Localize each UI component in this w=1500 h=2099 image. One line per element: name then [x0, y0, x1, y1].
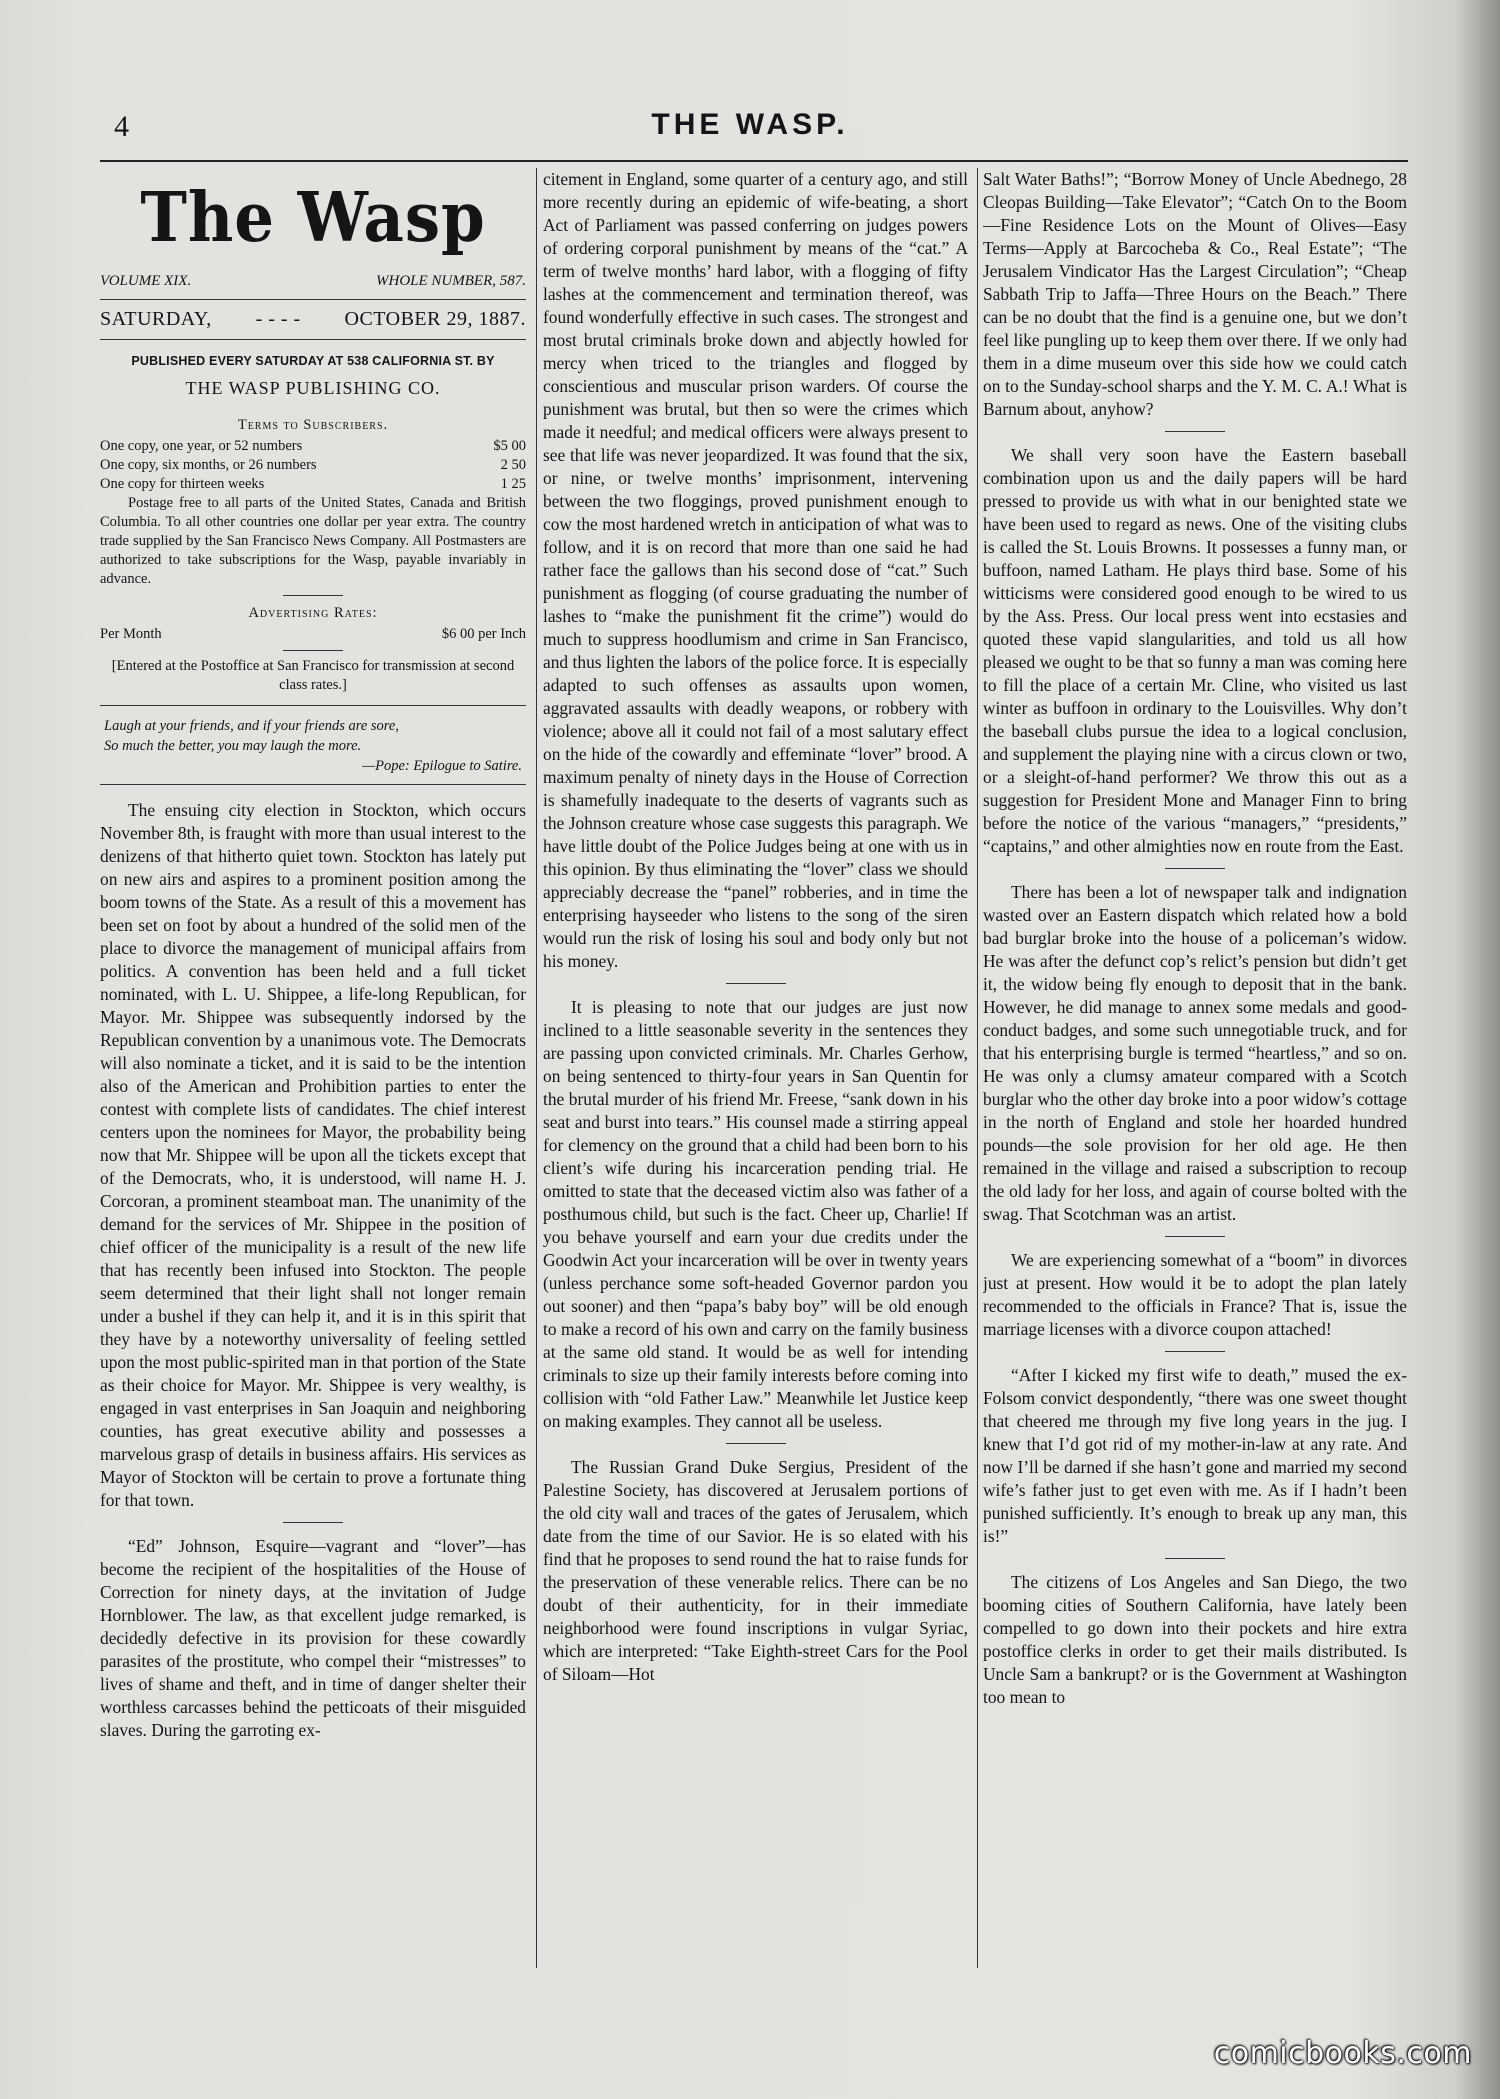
article-separator	[726, 983, 786, 984]
rate-row	[100, 437, 526, 456]
article-paragraph: We are experiencing somewhat of a “boom” in divorces just at present. How would it be to adopt the plan lately recommended to the officials in France? That is, issue the marriage licenses with a divorce coupon attached!	[983, 1250, 1407, 1339]
article-separator	[1165, 431, 1225, 432]
masthead	[100, 176, 526, 785]
column-rule-1	[536, 168, 537, 1968]
epigraph-line: So much the better, you may laugh the more.	[104, 738, 362, 754]
column-rule-2	[977, 168, 978, 1968]
masthead-rule-top	[100, 299, 526, 300]
epigraph-attribution: —Pope: Epilogue to Satire.	[362, 758, 522, 774]
separator-rule	[283, 650, 343, 651]
column-2	[543, 168, 968, 1968]
article-separator	[1165, 868, 1225, 869]
dateline-dashes: - - - -	[255, 308, 301, 330]
article-paragraph: The ensuing city election in Stockton, which occurs November 8th, is fraught with more than usual interest to the denizens of that hitherto quiet town. Stockton has lately put on new airs and aspires to a prominent position among the boom towns of the State. As a result of this a movement has been set on foot by about a hundred of the solid men of the place to divorce the management of municipal affairs from politics. A convention has been held and a full ticket nominated, with L. U. Shippee, a life-long Republican, for Mayor. Mr. Shippee was subsequently indorsed by the Republican convention by a unanimous vote. The Democrats will also nominate a ticket, and it is said to be the intention also of the American and Prohibition parties to enter the contest with complete lists of candidates. The chief interest centers upon the nominees for Mayor, the probability being now that Mr. Shippee will be upon all the tickets except that of the Democrats, who, it is understood, will name H. J. Corcoran, a prominent steamboat man. The unanimity of the demand for the services of Mr. Shippee in the position of chief officer of the municipality is a result of the new life that has recently been infused into Stockton. The people seem determined that their light shall not longer remain under a bushel if they can help it, and it is in this spirit that they have by a noteworthy universality of feeling settled upon the most public-spirited man in that portion of the State as their choice for Mayor. Mr. Shippee is very wealthy, is engaged in vast enterprises in San Joaquin and neighboring counties, has great executive ability and possesses a marvelous grasp of details in business affairs. His services as Mayor of Stockton will be certain to prove a fortunate thing for that town.	[100, 800, 526, 1510]
masthead-rule-bottom	[100, 339, 526, 340]
article-paragraph: It is pleasing to note that our judges are just now inclined to a little seasonable severity in the sentences they are passing upon convicted criminals. Mr. Charles Gerhow, on being sentenced to thirty-four years in San Quentin for the brutal murder of his friend Mr. Freese, “sank down in his seat and burst into tears.” His counsel made a stirring appeal for clemency on the ground that a child had been born to his client’s wife during his incarceration pending trial. He omitted to state that the deceased victim also was father of a posthumous child, but such is the fact. Cheer up, Charlie! If you behave yourself and earn your due credits under the Goodwin Act your incarceration will be over in twenty years (unless perchance some soft-headed Governor pardon you out sooner) and then “papa’s baby boy” will be old enough to make a record of his own and carry on the family business at the same old stand. It would be as well for intending criminals to size up their family interests before coming into collision with “old Father Law.” Meanwhile let Justice keep on making examples. They cannot all be useless.	[543, 997, 968, 1431]
postoffice-notice: [Entered at the Postoffice at San Francisco for transmission at second class rates.]	[111, 658, 515, 693]
article-paragraph: We shall very soon have the Eastern baseball combination upon us and the daily papers will be hard pressed to provide us with what in our benighted state we have been used to regard as news. One of the visiting clubs is called the St. Louis Browns. It possesses a funny man, or buffoon, named Latham. He plays third base. Some of his witticisms were considered good enough to be wired to us by the Ass. Press. Our local press went into ecstasies and quoted these vapid slangularities, and told us all how pleased we ought to be that so funny a man was coming here to fill the place of a certain Mr. Cline, who visited us last winter as buffoon in ordinary to the Louisvilles. Why don’t the baseball clubs pursue the idea to a logical conclusion, and supplement the playing nine with a circus clown or two, or a sleight-of-hand performer? We throw this out as a suggestion for President Mone and Manager Finn to bring before the notice of the various “managers,” “presidents,” “captains,” and other almighties now en route from the East.	[983, 445, 1407, 856]
advertising-label: Per Month	[100, 626, 162, 642]
rate-row	[100, 475, 526, 494]
volume-number: VOLUME XIX.	[100, 273, 192, 289]
dateline-day: SATURDAY,	[100, 308, 212, 330]
article-paragraph: Salt Water Baths!”; “Borrow Money of Uncle Abednego, 28 Cleopas Building—Take Elevator”; “Catch On to the Boom—Fine Residence Lots on the Mount of Olives—Easy Terms—Apply at Barcocheba & Co., Real Estate”; “The Jerusalem Vindicator Has the Largest Circulation”; “Cheap Sabbath Trip to Jaffa—Three Hours on the Beach.” There can be no doubt that the find is a genuine one, but we don’t feel like pungling up to keep them over there. If we only had them in a dime museum over this side how we could catch on to the Sunday-school sharps and the Y. M. C. A.! What is Barnum about, anyhow?	[983, 169, 1407, 419]
dateline-date: OCTOBER 29, 1887.	[344, 308, 526, 330]
rate-price: 2 50	[500, 457, 526, 473]
rate-price: 1 25	[500, 476, 526, 492]
article-separator	[1165, 1236, 1225, 1237]
rate-row	[100, 456, 526, 475]
article-separator	[283, 1522, 343, 1523]
article-separator	[726, 1443, 786, 1444]
article-paragraph: The Russian Grand Duke Sergius, President of the Palestine Society, has discovered at Jerusalem portions of the old city wall and traces of the gates of Jerusalem, which date from the time of our Savior. He is so elated with his find that he proposes to send round the hat to raise funds for the preservation of these venerable relics. There can be no doubt of their authenticity, for in their immediate neighborhood were found inscriptions in vulgar Syriac, which are interpreted: “Take Eighth-street Cars for the Pool of Siloam—Hot	[543, 1457, 968, 1684]
separator-rule	[283, 595, 343, 596]
epigraph-rule-bottom	[100, 784, 526, 785]
advertising-price: $6 00 per Inch	[441, 626, 526, 642]
watermark: comicbooks.com	[1213, 2036, 1472, 2071]
header-rule	[100, 160, 1408, 162]
article-separator	[1165, 1558, 1225, 1559]
article-paragraph: The citizens of Los Angeles and San Diego, the two booming cities of Southern California, have lately been compelled to go down into their pockets and hire extra postoffice clerks in order to get their mails distributed. Is Uncle Sam a bankrupt? or is the Government at Washington too mean to	[983, 1572, 1407, 1707]
terms-heading: Terms to Subscribers.	[237, 417, 389, 433]
rate-label: One copy, one year, or 52 numbers	[100, 438, 303, 454]
dateline	[100, 308, 526, 331]
publisher-name: THE WASP PUBLISHING CO.	[185, 378, 441, 398]
column-1	[100, 168, 526, 1968]
epigraph-rule-top	[100, 705, 526, 706]
article-separator	[1165, 1351, 1225, 1352]
rate-label: One copy, six months, or 26 numbers	[100, 457, 317, 473]
volume-line	[100, 270, 526, 293]
epigraph-line: Laugh at your friends, and if your friends are sore,	[104, 718, 399, 734]
masthead-logo: The Wasp	[140, 178, 486, 258]
rate-price: $5 00	[493, 438, 526, 454]
running-head: THE WASP.	[651, 108, 849, 141]
postage-notice: Postage free to all parts of the United States, Canada and British Columbia. To all other countries one dollar per year extra. The country trade supplied by the San Francisco News Company. All Postmasters are authorized to take subscriptions for the Wasp, payable invariably in advance.	[100, 495, 526, 587]
article-paragraph: citement in England, some quarter of a century ago, and still more recently during an epidemic of wife-beating, a short Act of Parliament was passed conferring on judges powers of ordering corporal punishment by means of the “cat.” A term of twelve months’ hard labor, with a flogging of fifty lashes at the commencement and termination thereof, was found wonderfully effective in such cases. The strongest and most brutal criminals broke down and abjectly howled for mercy when triced to the triangles and flogged by conscientious and muscular prison warders. Of course the punishment was brutal, but then so were the crimes which made it needful; and medical officers were always present to see that life was never jeopardized. It was found that the six, or nine, or twelve months’ imprisonment, intervening between the two floggings, proved punishment enough to cow the most hardened wretch in anticipation of what was to follow, and it is on record that more than one said he had rather face the gallows than his second dose of “cat.” Such punishment as flogging (of course graduating the number of lashes to “make the punishment fit the crime”) would do much to suppress hoodlumism and crime in San Francisco, and thus lighten the labors of the police force. It is especially adapted to such offenses as assaults upon women, aggravated assaults with deadly weapons, or robbery with violence; above all it could not fail of a most salutary effect on the hide of the cowardly and effeminate “lover” brood. A maximum penalty of ninety days in the House of Correction is shamefully inadequate to the deserts of vagrants such as the Johnson creature whose case suggests this paragraph. We have little doubt of the Police Judges being at one with us in this opinion. By thus eliminating the “lover” class we should appreciably decrease the “panel” robberies, and in time the enterprising hayseeder who listens to the song of the siren would run the risk of losing his soul and body only but not his money.	[543, 169, 968, 971]
subscription-rates	[100, 437, 526, 494]
epigraph	[100, 716, 526, 776]
article-paragraph: “Ed” Johnson, Esquire—vagrant and “lover”—has become the recipient of the hospitalities of the House of Correction for ninety days, at the invitation of Judge Hornblower. The law, as that excellent judge remarked, is decidedly defective in its provision for these cowardly parasites of the prostitute, who compel their “mistresses” to lives of shame and theft, and in time of danger shelter their worthless carcasses behind the petticoats of their misguided slaves. During the garroting ex-	[100, 1536, 526, 1740]
publication-notice: PUBLISHED EVERY SATURDAY AT 538 CALIFORNIA ST. BY	[131, 354, 495, 368]
advertising-rates	[100, 625, 526, 644]
page-number: 4	[114, 110, 129, 143]
rate-label: One copy for thirteen weeks	[100, 476, 265, 492]
column-3	[983, 168, 1407, 1968]
article-paragraph: There has been a lot of newspaper talk and indignation wasted over an Eastern dispatch which related how a bold bad burglar broke into the house of a policeman’s widow. He was after the defunct cop’s relict’s pension but didn’t get it, the widow being fly enough to deposit that in the bank. However, he did manage to annex some medals and good-conduct badges, and some such unnegotiable truck, and for that his enterprising burgle is termed “heartless,” and so on. He was only a clumsy amateur compared with a Scotch burglar who the other day broke into a poor widow’s cottage in the north of England and stole her hoarded hundred pounds—the sole provision for her old age. He then remained in the village and raised a subscription to recoup the old lady for her loss, and again of course bolted with the swag. That Scotchman was an artist.	[983, 882, 1407, 1224]
advertising-heading: Advertising Rates:	[248, 605, 378, 621]
whole-number: WHOLE NUMBER, 587.	[376, 273, 526, 289]
article-paragraph: “After I kicked my first wife to death,” mused the ex-Folsom convict despondently, “there was one sweet thought that cheered me through my five long years in the jug. I knew that I’d got rid of my mother-in-law at any rate. And now I’ll be darned if she hasn’t gone and married my second wife’s father just to get even with me. As if I hadn’t been punished sufficiently. It’s enough to break up any man, this is!”	[983, 1365, 1407, 1546]
rate-row	[100, 625, 526, 644]
